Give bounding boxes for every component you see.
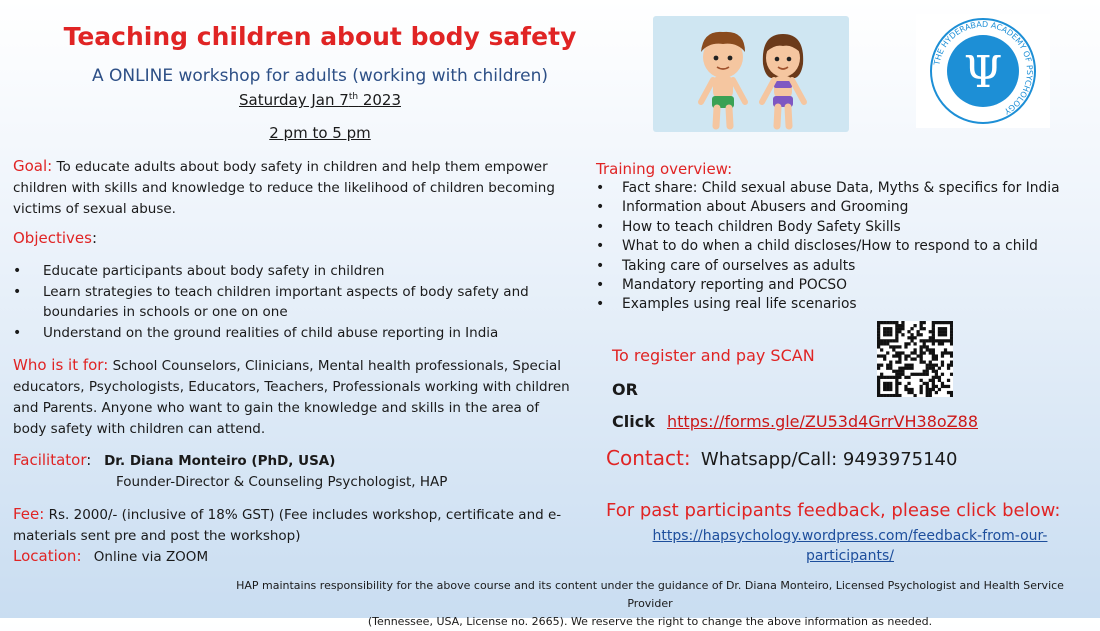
- feedback-link[interactable]: [600, 526, 1100, 566]
- facilitator-role: Founder-Director & Counseling Psychologist, HAP: [116, 474, 448, 490]
- date-year: 2023: [358, 91, 401, 109]
- location-text: Online via ZOOM: [93, 549, 209, 565]
- goal-section: [13, 156, 558, 220]
- date-main: Saturday Jan 7: [239, 91, 349, 109]
- footer-line-1: HAP maintains responsibility for the above course and its content under the guidance of Dr. Diana Monteiro, Licensed Psychologist and Health Service Provider: [236, 579, 1064, 610]
- register-or-text: OR: [612, 380, 638, 399]
- objectives-colon: :: [91, 229, 98, 247]
- goal-label: Goal:: [13, 157, 53, 175]
- training-heading: Training overview:: [596, 160, 733, 178]
- page-subtitle: A ONLINE workshop for adults (working with children): [91, 66, 549, 86]
- list-item: • Examples using real life scenarios: [596, 295, 1100, 314]
- list-item: • Fact share: Child sexual abuse Data, Myths & specifics for India: [596, 179, 1100, 198]
- audience-text: School Counselors, Clinicians, Mental health professionals, Special educators, Psychologists, Educators, Teachers, Professionals working with children and Parents. Anyone who want to gain the knowledge and skills in the area of body safety with children can attend.: [13, 358, 570, 437]
- facilitator-label: Facilitator: [13, 451, 87, 469]
- location-row: [13, 547, 208, 565]
- facilitator-colon: :: [86, 451, 92, 469]
- fee-section: [13, 504, 583, 547]
- registration-link[interactable]: https://forms.gle/ZU53d4GrrVH38oZ88: [667, 412, 978, 431]
- boy-figure-icon: [701, 32, 745, 126]
- facilitator-name: Dr. Diana Monteiro (PhD, USA): [104, 453, 336, 469]
- list-item: • Mandatory reporting and POCSO: [596, 276, 1100, 295]
- event-time: 2 pm to 5 pm: [269, 124, 371, 142]
- footer-line-2: (Tennessee, USA, License no. 2665). We reserve the right to change the above information as needed.: [367, 615, 933, 628]
- feedback-url-line1[interactable]: https://hapsychology.wordpress.com/feedback-from-our-: [652, 528, 1048, 544]
- objectives-list: [13, 261, 558, 343]
- contact-label: Contact:: [606, 446, 691, 470]
- psi-symbol-icon: Ψ: [963, 47, 1003, 98]
- list-item: • Understand on the ground realities of child abuse reporting in India: [13, 323, 558, 344]
- feedback-url-line2[interactable]: participants/: [805, 548, 895, 564]
- list-item: • Taking care of ourselves as adults: [596, 257, 1100, 276]
- list-item: • How to teach children Body Safety Skills: [596, 218, 1100, 237]
- date-suffix: th: [348, 92, 359, 102]
- location-label: Location:: [13, 547, 82, 565]
- objectives-heading: [13, 229, 97, 247]
- registration-qr-code[interactable]: [877, 321, 953, 397]
- logo-ring-text: THE HYDERABAD ACADEMY OF PSYCHOLOGY: [932, 19, 1035, 116]
- facilitator-row: [13, 451, 335, 469]
- list-item: • Learn strategies to teach children important aspects of body safety and boundaries in schools or one on one: [13, 282, 558, 323]
- training-list: [596, 179, 1100, 315]
- page-title: Teaching children about body safety: [63, 22, 577, 51]
- contact-row: [606, 446, 957, 470]
- register-scan-text: To register and pay SCAN: [612, 346, 815, 365]
- fee-label: Fee:: [13, 505, 45, 523]
- objectives-label: Objectives: [13, 229, 92, 247]
- list-item: • Educate participants about body safety in children: [13, 261, 558, 282]
- list-item: • What to do when a child discloses/How to respond to a child: [596, 237, 1100, 256]
- footer-disclaimer: [220, 577, 1080, 631]
- contact-text: Whatsapp/Call: 9493975140: [700, 449, 958, 470]
- feedback-text: For past participants feedback, please click below:: [606, 500, 1061, 521]
- list-item: • Information about Abusers and Grooming: [596, 198, 1100, 217]
- audience-section: [13, 355, 573, 440]
- children-illustration: [653, 16, 849, 132]
- fee-text: Rs. 2000/- (inclusive of 18% GST) (Fee includes workshop, certificate and e-materials sent pre and post the workshop): [13, 507, 562, 544]
- event-date: [0, 91, 640, 109]
- hap-logo: [916, 14, 1050, 128]
- girl-figure-icon: [762, 34, 804, 126]
- audience-label: Who is it for:: [13, 356, 109, 374]
- register-click-text: Click: [612, 412, 655, 431]
- goal-text: To educate adults about body safety in children and help them empower children with skills and knowledge to reduce the likelihood of children becoming victims of sexual abuse.: [13, 159, 555, 217]
